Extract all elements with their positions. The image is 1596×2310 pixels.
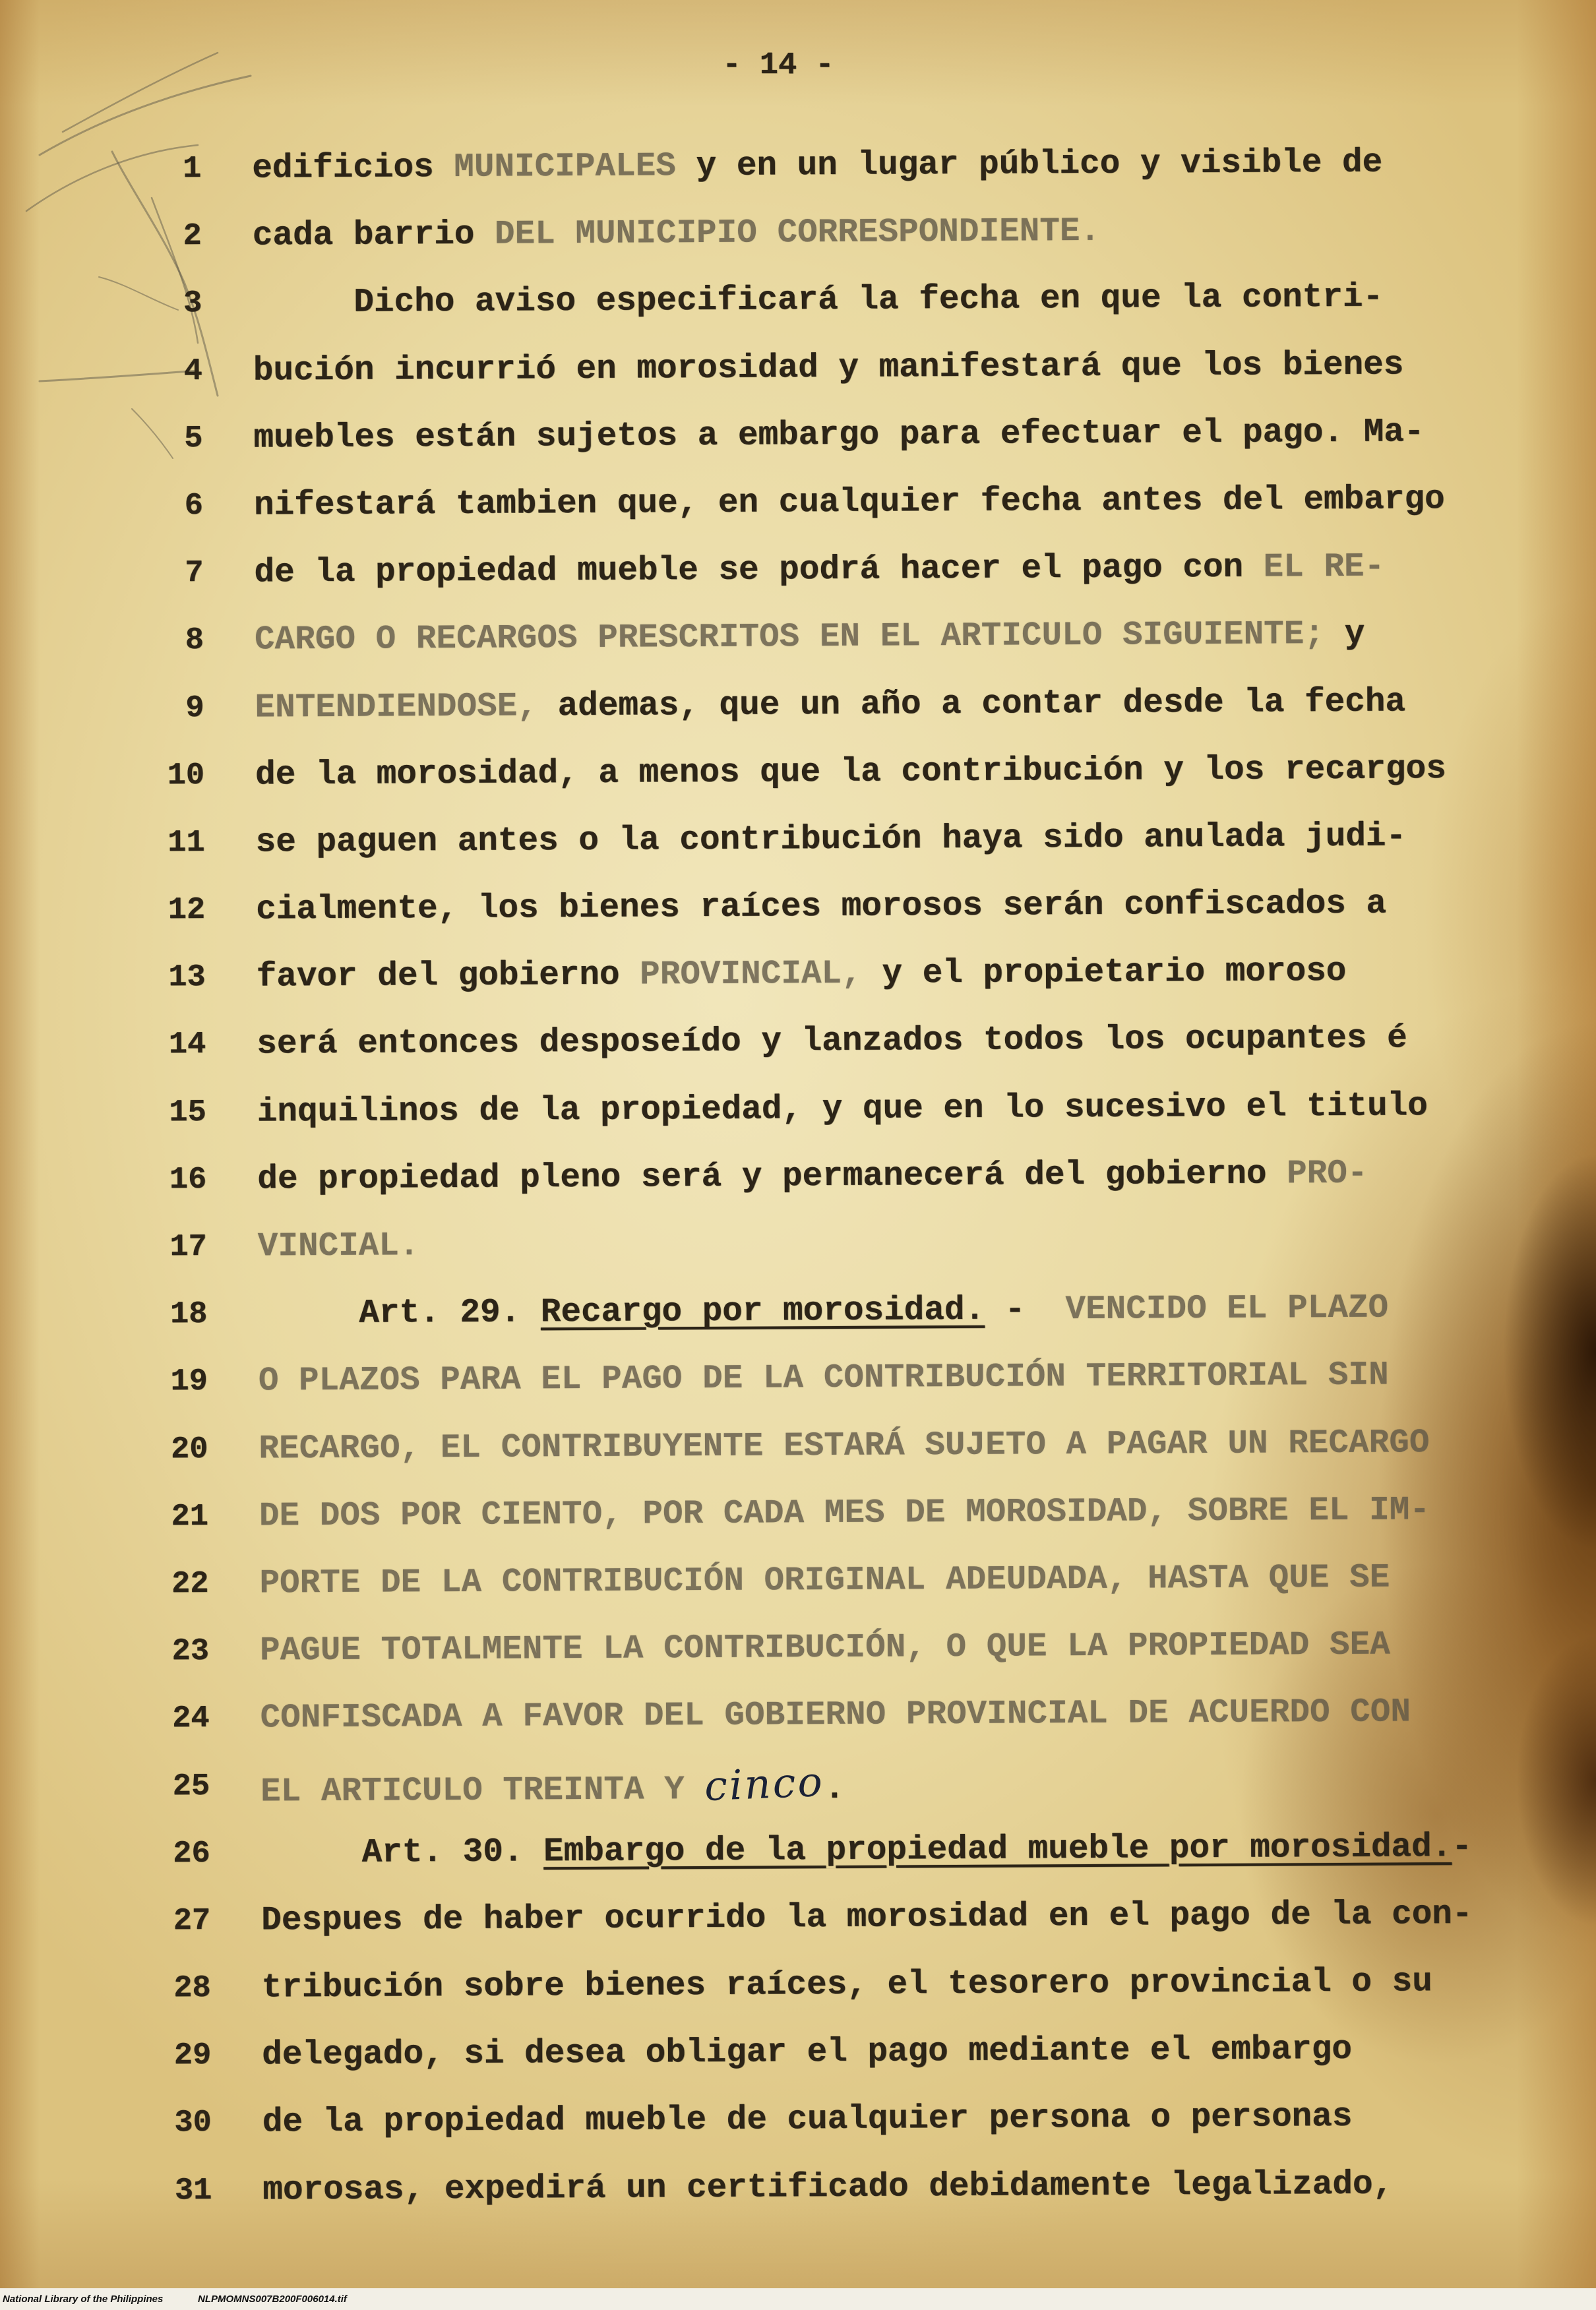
text-line — [1, 331, 1519, 406]
line-number: 30 — [174, 2106, 212, 2141]
line-number: 15 — [169, 1095, 206, 1130]
line-text-insert: EL RE- — [1263, 548, 1385, 587]
line-number: 3 — [183, 286, 202, 322]
article-heading-underlined: Embargo de la propiedad mueble por morosidad. — [543, 1828, 1452, 1871]
text-line — [1, 264, 1518, 339]
text-line — [3, 668, 1520, 743]
line-number: 1 — [182, 151, 202, 187]
line-number: 23 — [171, 1634, 210, 1670]
line-text: - — [984, 1291, 1066, 1329]
line-number: 28 — [173, 1970, 211, 2007]
footer-library-name: National Library of the Philippines — [3, 2294, 164, 2305]
line-number: 5 — [184, 421, 203, 456]
line-number: 12 — [168, 893, 206, 928]
text-line — [3, 735, 1521, 810]
text-line — [5, 1005, 1522, 1080]
line-number: 17 — [169, 1229, 207, 1265]
line-text: nifestará tambien que, en cualquier fecha antes del embargo — [253, 481, 1445, 525]
line-number: 16 — [169, 1162, 207, 1198]
line-text: de la propiedad mueble se podrá hacer el pago con — [254, 549, 1264, 592]
line-number: 10 — [167, 758, 205, 793]
line-number: 24 — [172, 1701, 210, 1737]
line-text: Dicho aviso especificará la fecha en que la contri- — [353, 278, 1384, 322]
line-text-insert: PORTE DE LA CONTRIBUCIÓN ORIGINAL ADEUDADA, HASTA QUE SE — [259, 1559, 1390, 1603]
line-text-insert: PROVINCIAL, — [640, 955, 862, 994]
line-text-insert: ENTENDIENDOSE, — [255, 687, 538, 727]
text-line — [10, 2016, 1527, 2091]
line-text: de la propiedad mueble de cualquier persona o personas — [262, 2098, 1353, 2142]
text-line — [1, 398, 1519, 473]
line-text: favor del gobierno — [256, 956, 640, 996]
page-number: - 14 - — [722, 48, 834, 83]
line-number: 13 — [168, 960, 206, 996]
line-text-insert: RECARGO, EL CONTRIBUYENTE ESTARÁ SUJETO A PAGAR UN RECARGO — [259, 1424, 1430, 1469]
line-text-insert: MUNICIPALES — [454, 148, 677, 187]
text-line — [4, 870, 1521, 946]
line-text: de la morosidad, a menos que la contribución y los recargos — [255, 750, 1446, 795]
line-text: se paguen antes o la contribución haya sido anulada judi- — [255, 818, 1407, 862]
text-line — [2, 466, 1519, 541]
line-text-insert: O PLAZOS PARA EL PAGO DE LA CONTRIBUCIÓN TERRITORIAL SIN — [258, 1356, 1389, 1401]
text-line — [5, 1140, 1523, 1215]
text-line — [9, 1813, 1526, 1889]
line-text: edificios — [252, 148, 454, 188]
text-line — [8, 1612, 1525, 1687]
line-number: 19 — [170, 1364, 208, 1400]
line-text: . — [824, 1770, 845, 1808]
line-text: tribución sobre bienes raíces, el tesorero provincial o su — [261, 1963, 1432, 2007]
line-text: delegado, si desea obligar el pago mediante el embargo — [262, 2031, 1353, 2075]
line-text-insert: PRO- — [1286, 1155, 1368, 1194]
text-line — [3, 601, 1520, 676]
line-text: muebles están sujetos a embargo para efectuar el pago. Ma- — [253, 413, 1425, 458]
text-line — [2, 533, 1519, 609]
article-number: Art. 30. — [361, 1833, 544, 1872]
text-line — [4, 938, 1521, 1013]
text-line — [8, 1679, 1525, 1754]
article-number: Art. 29. — [359, 1294, 541, 1333]
line-text: - — [1452, 1828, 1473, 1866]
text-line — [7, 1409, 1524, 1484]
line-text-insert: DEL MUNICIPIO CORRESPONDIENTE. — [494, 213, 1101, 254]
handwritten-word: cinco — [703, 1757, 826, 1810]
article-heading-underlined: Recargo por morosidad. — [540, 1291, 985, 1332]
line-text: cialmente, los bienes raíces morosos serán confiscados a — [255, 885, 1387, 929]
text-line — [5, 1072, 1522, 1147]
line-number: 26 — [173, 1836, 210, 1871]
line-number: 25 — [172, 1769, 210, 1804]
text-line — [7, 1476, 1525, 1552]
line-text-insert: CARGO O RECARGOS PRESCRITOS EN EL ARTICULO SIGUIENTE; — [254, 616, 1325, 659]
line-number: 20 — [170, 1432, 208, 1467]
line-text: y — [1324, 616, 1365, 654]
line-text-insert: VENCIDO EL PLAZO — [1065, 1289, 1389, 1329]
text-line — [3, 803, 1521, 878]
line-number: 9 — [185, 690, 204, 726]
line-text: cada barrio — [252, 216, 495, 255]
line-number: 2 — [183, 219, 202, 255]
line-text-insert: EL ARTICULO TREINTA Y — [261, 1771, 705, 1811]
line-number: 29 — [173, 2038, 212, 2074]
line-text: Despues de haber ocurrido la morosidad en el pago de la con- — [261, 1895, 1473, 1940]
line-number: 4 — [183, 353, 203, 389]
text-line — [6, 1275, 1523, 1350]
line-text: y el propietario moroso — [861, 953, 1347, 993]
line-text-insert: CONFISCADA A FAVOR DEL GOBIERNO PROVINCIAL DE ACUERDO CON — [260, 1693, 1411, 1738]
text-line — [11, 2083, 1528, 2158]
line-number: 31 — [174, 2173, 212, 2208]
text-line — [9, 1949, 1527, 2024]
text-line — [1, 197, 1518, 272]
line-text: y en un lugar público y visible de — [675, 144, 1383, 186]
text-line — [11, 2150, 1528, 2226]
typed-text-body — [0, 129, 1528, 2226]
text-line — [0, 129, 1518, 204]
line-text: bución incurrió en morosidad y manifestará que los bienes — [253, 346, 1404, 390]
footer-file-name: NLPMOMNS007B200F006014.tif — [198, 2294, 347, 2305]
text-line — [7, 1342, 1524, 1417]
line-number: 22 — [171, 1566, 209, 1602]
line-number: 27 — [173, 1903, 211, 1939]
line-text: inquilinos de la propiedad, y que en lo sucesivo el titulo — [257, 1087, 1428, 1132]
line-text-insert: DE DOS POR CIENTO, POR CADA MES DE MOROSIDAD, SOBRE EL IM- — [259, 1491, 1430, 1536]
text-line — [7, 1544, 1525, 1619]
line-text: será entonces desposeído y lanzados todos los ocupantes é — [257, 1019, 1407, 1064]
line-text: ademas, que un año a contar desde la fecha — [537, 683, 1406, 725]
text-line — [9, 1746, 1526, 1821]
line-text-insert: VINCIAL. — [257, 1227, 419, 1266]
text-line — [6, 1207, 1523, 1283]
line-number: 21 — [171, 1499, 209, 1535]
line-text-insert: PAGUE TOTALMENTE LA CONTRIBUCIÓN, O QUE LA PROPIEDAD SEA — [259, 1626, 1391, 1670]
line-number: 7 — [185, 556, 204, 592]
line-number: 11 — [168, 825, 205, 861]
line-number: 8 — [185, 623, 204, 659]
line-text: morosas, expedirá un certificado debidamente legalizado, — [262, 2166, 1394, 2210]
text-line — [9, 1881, 1527, 1956]
line-text: de propiedad pleno será y permanecerá del gobierno — [257, 1155, 1287, 1199]
line-number: 18 — [169, 1297, 208, 1333]
scan-footer — [0, 2288, 1596, 2310]
line-number: 14 — [168, 1027, 206, 1063]
line-number: 6 — [184, 488, 204, 524]
